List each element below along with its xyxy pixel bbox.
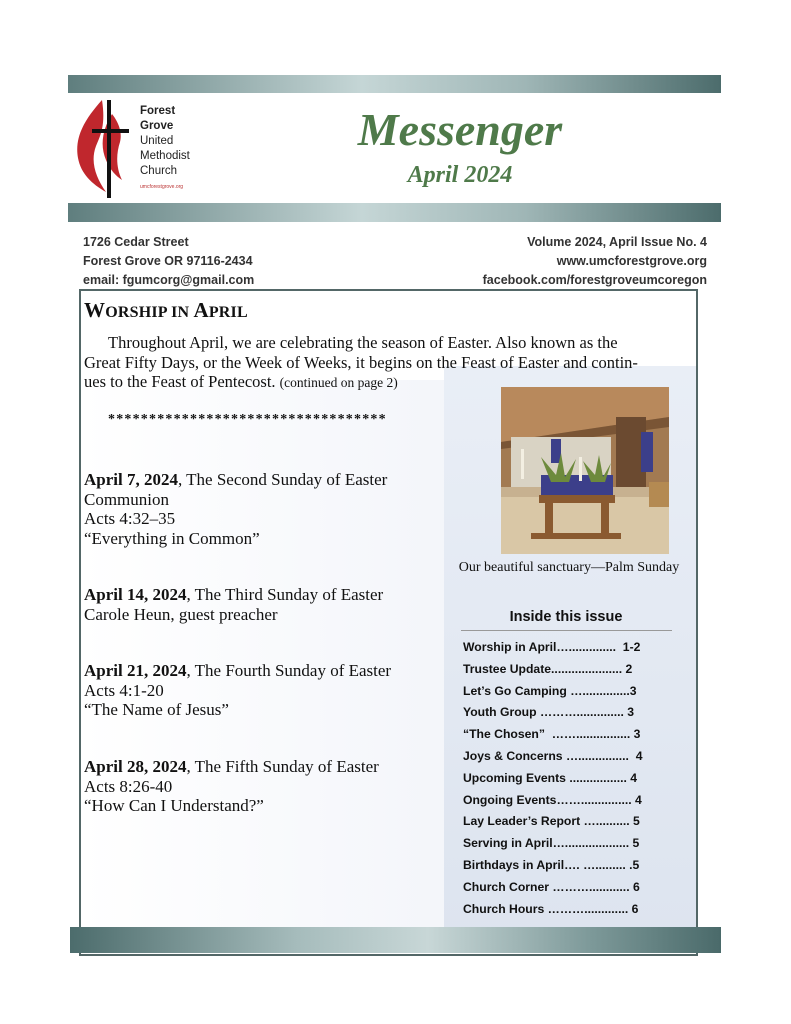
table-of-contents: [463, 640, 642, 923]
street-address: 1726 Cedar Street: [83, 235, 189, 249]
toc-title: Inside this issue: [509, 609, 623, 625]
toc-item[interactable]: Serving in April…................... 5: [463, 836, 640, 851]
service-date: April 14, 2024: [84, 585, 187, 604]
service-entry: [84, 470, 444, 548]
service-scripture: Acts 4:32–35: [84, 509, 176, 528]
heading-smallcaps: PRIL: [208, 304, 248, 321]
service-title: , The Fifth Sunday of Easter: [186, 757, 379, 776]
service-date: April 21, 2024: [84, 661, 187, 680]
service-date: April 7, 2024: [84, 470, 178, 489]
separator-stars: **********************************: [108, 412, 387, 427]
toc-item[interactable]: Lay Leader’s Report ….......... 5: [463, 814, 640, 829]
header-top-band: [68, 75, 721, 93]
sermon-title: “How Can I Understand?”: [84, 796, 264, 815]
sanctuary-photo: [501, 387, 669, 554]
service-detail: Communion: [84, 489, 170, 509]
toc-item[interactable]: Church Hours ………............. 6: [463, 901, 639, 916]
church-name: [140, 104, 190, 179]
toc-item[interactable]: “The Chosen” ……................ 3: [463, 727, 641, 742]
volume-block: [483, 233, 707, 290]
logo-url: umcforestgrove.org: [140, 184, 184, 190]
toc-item[interactable]: Worship in April….............. 1-2: [463, 640, 641, 654]
heading-letter: W: [84, 298, 106, 322]
service-date: April 28, 2024: [84, 757, 187, 776]
service-title: , The Third Sunday of Easter: [186, 585, 384, 604]
toc-item[interactable]: Church Corner ………............ 6: [463, 879, 640, 894]
logo-line-forest: Forest: [140, 105, 176, 117]
service-entry: [84, 585, 444, 624]
intro-line: ues to the Feast of Pentecost.: [84, 372, 280, 391]
service-scripture: Acts 4:1-20: [84, 680, 164, 700]
toc-item[interactable]: Trustee Update..................... 2: [463, 661, 633, 676]
article-heading: [84, 298, 248, 323]
intro-line: Great Fifty Days, or the Week of Weeks, it begins on the Feast of Easter and contin-: [84, 352, 638, 372]
service-title: , The Fourth Sunday of Easter: [186, 661, 392, 680]
toc-item[interactable]: Let’s Go Camping …..............3: [463, 683, 637, 698]
newsletter-title: Messenger: [357, 104, 563, 155]
masthead: [330, 104, 590, 190]
toc-item[interactable]: Upcoming Events ................. 4: [463, 770, 638, 785]
service-detail: Carole Heun, guest preacher: [84, 604, 278, 624]
continued-note: (continued on page 2): [279, 375, 398, 390]
address-block: [83, 233, 254, 290]
church-logo: [72, 96, 212, 202]
article-intro: [84, 333, 694, 393]
toc-item[interactable]: Ongoing Events……............... 4: [463, 792, 642, 807]
header-bottom-band: [68, 203, 721, 222]
photo-caption: Our beautiful sanctuary—Palm Sunday: [458, 560, 680, 575]
sermon-title: “Everything in Common”: [84, 528, 260, 548]
issue-date: April 2024: [407, 162, 513, 188]
service-title: , The Second Sunday of Easter: [177, 470, 388, 489]
toc-item[interactable]: Birthdays in April…. …......... .5: [463, 857, 640, 872]
service-entry: [84, 661, 444, 720]
logo-line-grove: Grove: [140, 120, 174, 132]
service-scripture: Acts 8:26-40: [84, 776, 173, 796]
city-address: Forest Grove OR 97116-2434: [83, 254, 253, 268]
toc-divider: [461, 630, 672, 631]
intro-line: Throughout April, we are celebrating the season of Easter. Also known as the: [108, 333, 618, 352]
sanctuary-illustration: [501, 387, 669, 554]
service-entry: [84, 757, 444, 816]
footer-band: [70, 927, 721, 953]
logo-line-methodist: Methodist: [140, 150, 190, 162]
heading-smallcaps: ORSHIP IN: [105, 304, 194, 321]
sermon-title: “The Name of Jesus”: [84, 700, 229, 719]
heading-letter: A: [193, 298, 209, 322]
email-address: email: fgumcorg@gmail.com: [83, 273, 255, 287]
logo-line-church: Church: [140, 165, 178, 177]
logo-line-united: United: [140, 135, 174, 147]
volume-issue: Volume 2024, April Issue No. 4: [527, 235, 707, 249]
toc-item[interactable]: Youth Group ……….............. 3: [463, 705, 635, 720]
website-link[interactable]: www.umcforestgrove.org: [556, 254, 707, 268]
cross-and-flame-icon: [72, 96, 138, 202]
toc-item[interactable]: Joys & Concerns …............... 4: [463, 748, 643, 763]
facebook-link[interactable]: facebook.com/forestgroveumcoregon: [482, 273, 707, 287]
